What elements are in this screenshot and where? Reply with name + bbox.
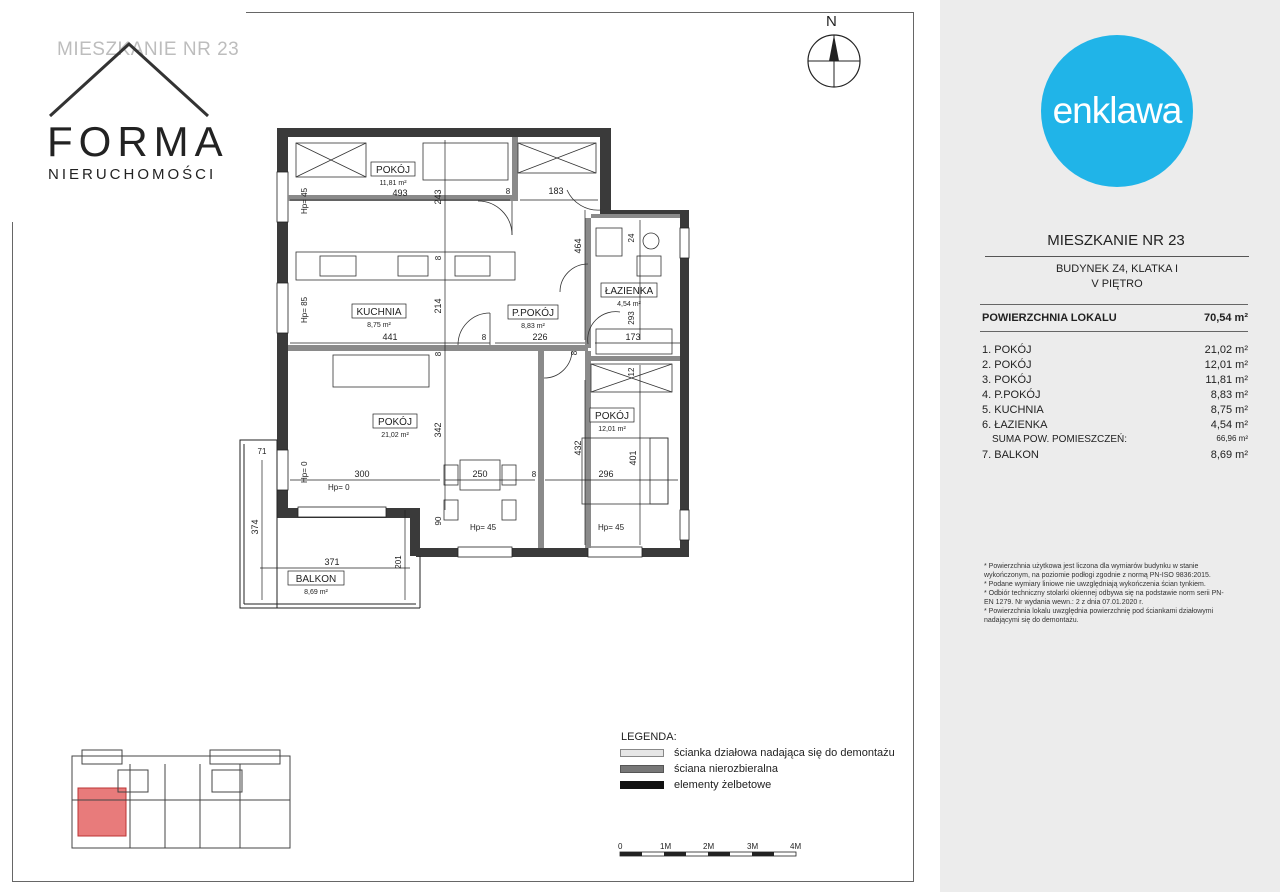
dimension-label: 90: [434, 516, 443, 526]
sill-height-label: Hp= 45: [300, 187, 309, 214]
dimension-label: 173: [625, 332, 641, 342]
room-row-value: 12,01 m²: [1204, 359, 1248, 371]
dimension-label: 8: [434, 351, 443, 357]
scale-label: 2M: [703, 842, 715, 851]
dimension-label: 226: [532, 332, 548, 342]
balcony-row-label: 7. BALKON: [982, 449, 1039, 461]
room-row-value: 11,81 m²: [1205, 374, 1248, 386]
legend-label: ścianka działowa nadająca się do demontażu: [674, 747, 895, 759]
apartment-title: MIESZKANIE NR 23: [1047, 232, 1185, 249]
dimension-label: 432: [573, 440, 583, 456]
footnote: * Powierzchnia lokalu uwzględnia powierzchnię pod ściankami działowymi nadającymi się do demontażu.: [984, 608, 1214, 624]
room-row-label: 2. POKÓJ: [982, 359, 1032, 371]
room-name: POKÓJ: [376, 165, 410, 176]
room-name: BALKON: [295, 574, 337, 585]
windows: [277, 172, 689, 557]
room-row-label: 1. POKÓJ: [982, 344, 1032, 356]
dimension-label: 201: [394, 555, 403, 569]
scale-label: 0: [618, 842, 623, 851]
total-area-row: [982, 312, 1248, 324]
compass-north-label: N: [826, 13, 837, 30]
dimension-label: 71: [257, 447, 267, 456]
total-area-label: POWIERZCHNIA LOKALU: [982, 312, 1117, 324]
dimension-label: 296: [598, 469, 614, 479]
divider: [980, 304, 1248, 305]
total-area-value: 70,54 m²: [1203, 312, 1248, 324]
room-sum-row: [982, 434, 1248, 449]
legend-label: ściana nierozbieralna: [674, 763, 778, 775]
agency-watermark: [0, 0, 246, 222]
dimension-label: 464: [573, 238, 583, 254]
room-name: POKÓJ: [595, 411, 629, 422]
building-key-plan: [72, 750, 290, 848]
dimension-label: 8: [570, 350, 579, 356]
dimension-label: 8: [505, 187, 511, 196]
room-row-value: 8,83 m²: [1210, 389, 1248, 401]
balcony-row-value: 8,69 m²: [1210, 449, 1248, 461]
room-area: 8,75 m²: [367, 322, 391, 329]
dimension-label: 371: [324, 557, 340, 567]
room-row: [982, 419, 1248, 434]
watermark-apartment: MIESZKANIE NR 23: [57, 39, 240, 60]
legend-title: LEGENDA:: [621, 731, 677, 743]
scale-label: 4M: [790, 842, 802, 851]
room-name: P.POKÓJ: [511, 308, 555, 319]
watermark-brand-sub: NIERUCHOMOŚCI: [48, 166, 217, 183]
room-sum-value: 66,96 m²: [1216, 434, 1248, 443]
scale-label: 3M: [747, 842, 759, 851]
room-area: 12,01 m²: [598, 426, 626, 433]
building-info: [985, 262, 1249, 292]
room-row: [982, 374, 1248, 389]
dimension-label: 250: [472, 469, 488, 479]
footnotes: [984, 562, 1228, 625]
room-area: 21,02 m²: [381, 432, 409, 439]
divider: [985, 256, 1249, 257]
room-row-value: 8,75 m²: [1210, 404, 1248, 416]
footnote: * Powierzchnia użytkowa jest liczona dla wymiarów budynku w stanie wykończonym, na poziomie podłogi zgodnie z normą PN-ISO 9836:2015.: [984, 563, 1211, 579]
room-row: [982, 344, 1248, 359]
roof-logo-icon: [48, 40, 210, 120]
dimension-label: 374: [250, 519, 260, 535]
room-name: POKÓJ: [378, 417, 412, 428]
building-line: BUDYNEK Z4, KLATKA I: [1055, 263, 1179, 275]
scale-bar: [620, 852, 796, 856]
dimension-label: 12: [627, 367, 636, 377]
dimension-label: 8: [434, 255, 443, 261]
room-row-label: 3. POKÓJ: [982, 374, 1032, 386]
dimension-label: 300: [354, 469, 370, 479]
dimension-label: 8: [531, 470, 537, 479]
sill-height-label: Hp= 45: [598, 523, 625, 532]
outer-walls: [277, 128, 689, 557]
legend-swatch: [620, 749, 664, 757]
floor-line: V PIĘTRO: [1091, 278, 1143, 290]
room-row-label: 5. KUCHNIA: [982, 404, 1044, 416]
dimension-label: 8: [481, 333, 487, 342]
divider: [980, 331, 1248, 332]
room-row-label: 4. P.POKÓJ: [982, 389, 1041, 401]
footnote: * Podane wymiary liniowe nie uwzględniają wykończenia ścian tynkiem.: [984, 581, 1206, 588]
room-name: KUCHNIA: [356, 307, 402, 318]
room-area: 11,81 m²: [379, 180, 407, 187]
legend-item: [620, 779, 771, 791]
dimension-label: 441: [382, 332, 398, 342]
sill-height-label: Hp= 45: [470, 523, 497, 532]
room-area: 8,69 m²: [304, 589, 328, 596]
sill-height-label: Hp= 0: [328, 483, 350, 492]
room-row: [982, 389, 1248, 404]
enklawa-logo: enklawa: [1041, 35, 1193, 187]
dimension-label: 293: [627, 311, 636, 325]
watermark-brand: FORMA: [47, 118, 229, 165]
footnote: * Odbiór techniczny stolarki okiennej odbywa się na podstawie norm serii PN-EN 1279. Nr wydania wewn.: 2 z dnia 07.01.2020 r.: [984, 590, 1224, 606]
room-row-value: 4,54 m²: [1210, 419, 1248, 431]
room-sum-label: SUMA POW. POMIESZCZEŃ:: [992, 434, 1128, 445]
legend-item: [620, 747, 895, 759]
dimension-label: 243: [433, 189, 443, 205]
sill-height-label: Hp= 0: [300, 461, 309, 483]
balcony-row: [982, 449, 1248, 464]
legend-label: elementy żelbetowe: [674, 779, 772, 791]
room-area: 4,54 m²: [617, 301, 641, 308]
room-name: ŁAZIENKA: [604, 286, 654, 297]
legend-swatch: [620, 765, 664, 773]
legend-item: [620, 763, 778, 775]
north-compass: [808, 35, 860, 87]
room-row-label: 6. ŁAZIENKA: [982, 419, 1048, 431]
dimension-label: 183: [548, 186, 564, 196]
dimension-label: 214: [433, 298, 443, 314]
room-row-value: 21,02 m²: [1204, 344, 1248, 356]
dimension-label: 342: [433, 422, 443, 438]
dimension-label: 493: [392, 188, 408, 198]
sill-height-label: Hp= 85: [300, 296, 309, 323]
room-row: [982, 359, 1248, 374]
scale-label: 1M: [660, 842, 672, 851]
dimension-label: 24: [627, 233, 636, 243]
dimension-label: 401: [628, 450, 638, 466]
room-area-list: [982, 344, 1248, 464]
room-area: 8,83 m²: [521, 323, 545, 330]
room-row: [982, 404, 1248, 419]
legend-swatch: [620, 781, 664, 789]
